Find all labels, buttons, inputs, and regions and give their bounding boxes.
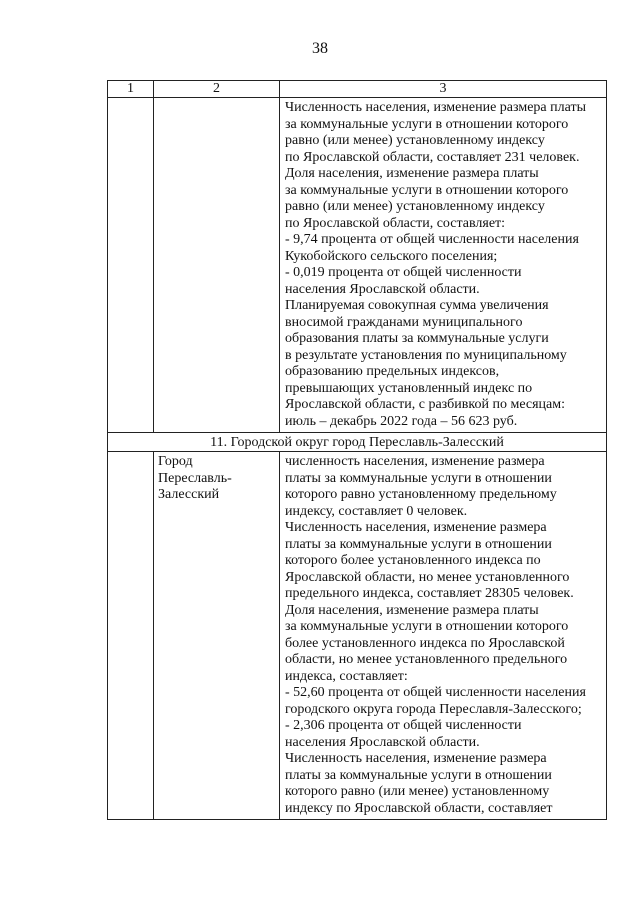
text-line: Кукобойского сельского поселения; [285, 248, 498, 264]
text-line: Ярославской области, с разбивкой по месяцам: [285, 397, 566, 412]
text-line: которого равно установленному предельному [285, 487, 557, 502]
text-line: которого равно (или менее) установленному [285, 784, 550, 799]
text-line: по Ярославской области, составляет: [285, 215, 506, 231]
text-line: Доля населения, изменение размера платы [285, 602, 539, 618]
row1-col2 [154, 98, 280, 433]
text-line: Доля населения, изменение размера платы [285, 166, 539, 181]
text-line: Численность населения, изменение размера платы [285, 100, 586, 115]
text-line: - 52,60 процента от общей численности населения [285, 685, 586, 700]
text-line: образования платы за коммунальные услуги [285, 331, 549, 346]
text-line: за коммунальные услуги в отношении которого [285, 116, 569, 132]
municipality-name [154, 452, 279, 504]
text-line: - 0,019 процента от общей численности [285, 265, 522, 280]
text-line: платы за коммунальные услуги в отношении [285, 767, 552, 783]
table-header-row [108, 81, 607, 98]
row2-description [280, 452, 606, 819]
row2-col1 [108, 452, 154, 820]
row1-col1 [108, 98, 154, 433]
table-row [108, 98, 607, 433]
text-line: Численность населения, изменение размера [285, 520, 547, 535]
page-number: 38 [312, 40, 328, 57]
row2-col3 [280, 452, 607, 820]
text-line: предельного индекса, составляет 28305 человек. [285, 586, 574, 601]
text-line: превышающих установленный индекс по [285, 380, 533, 396]
text-line: населения Ярославской области. [285, 734, 480, 750]
row1-col3 [280, 98, 607, 433]
text-line: области, но менее установленного предельного [285, 652, 568, 667]
text-line: платы за коммунальные услуги в отношении [285, 470, 552, 486]
text-line: - 9,74 процента от общей численности населения [285, 232, 579, 247]
text-line: индексу по Ярославской области, составляет [285, 800, 553, 816]
text-line: Планируемая совокупная сумма увеличения [285, 298, 549, 313]
text-line: городского округа города Переславля-Залесского; [285, 701, 582, 717]
text-line: платы за коммунальные услуги в отношении [285, 536, 552, 552]
text-line: в результате установления по муниципальному [285, 347, 567, 363]
name-line: Залесский [158, 487, 220, 502]
header-col-3: 3 [280, 81, 607, 98]
text-line: которого более установленного индекса по [285, 553, 541, 568]
text-line: по Ярославской области, составляет 231 человек. [285, 149, 580, 165]
name-line: Переславль- [158, 470, 232, 486]
table-row [108, 452, 607, 820]
text-line: равно (или менее) установленному индексу [285, 199, 545, 214]
text-line: образованию предельных индексов, [285, 364, 500, 379]
text-line: Численность населения, изменение размера [285, 751, 547, 766]
text-line: индексу, составляет 0 человек. [285, 503, 468, 519]
text-line: численность населения, изменение размера [285, 454, 545, 469]
text-line: за коммунальные услуги в отношении которого [285, 182, 569, 198]
header-col-1: 1 [108, 81, 154, 98]
header-col-2: 2 [154, 81, 280, 98]
section-title: 11. Городской округ город Переславль-Залесский [108, 433, 607, 452]
text-line: вносимой гражданами муниципального [285, 314, 523, 330]
row1-description [280, 98, 606, 432]
tariff-table [107, 80, 607, 820]
text-line: населения Ярославской области. [285, 281, 480, 297]
text-line: более установленного индекса по Ярославской [285, 635, 565, 651]
text-line: Ярославской области, но менее установленного [285, 569, 570, 585]
row2-col2 [154, 452, 280, 820]
text-line: равно (или менее) установленному индексу [285, 133, 545, 148]
text-line: индекса, составляет: [285, 668, 408, 684]
text-line: - 2,306 процента от общей численности [285, 718, 522, 733]
text-line: за коммунальные услуги в отношении которого [285, 619, 569, 634]
section-row [108, 433, 607, 452]
text-line: июль – декабрь 2022 года – 56 623 руб. [285, 413, 518, 429]
name-line: Город [158, 454, 193, 469]
